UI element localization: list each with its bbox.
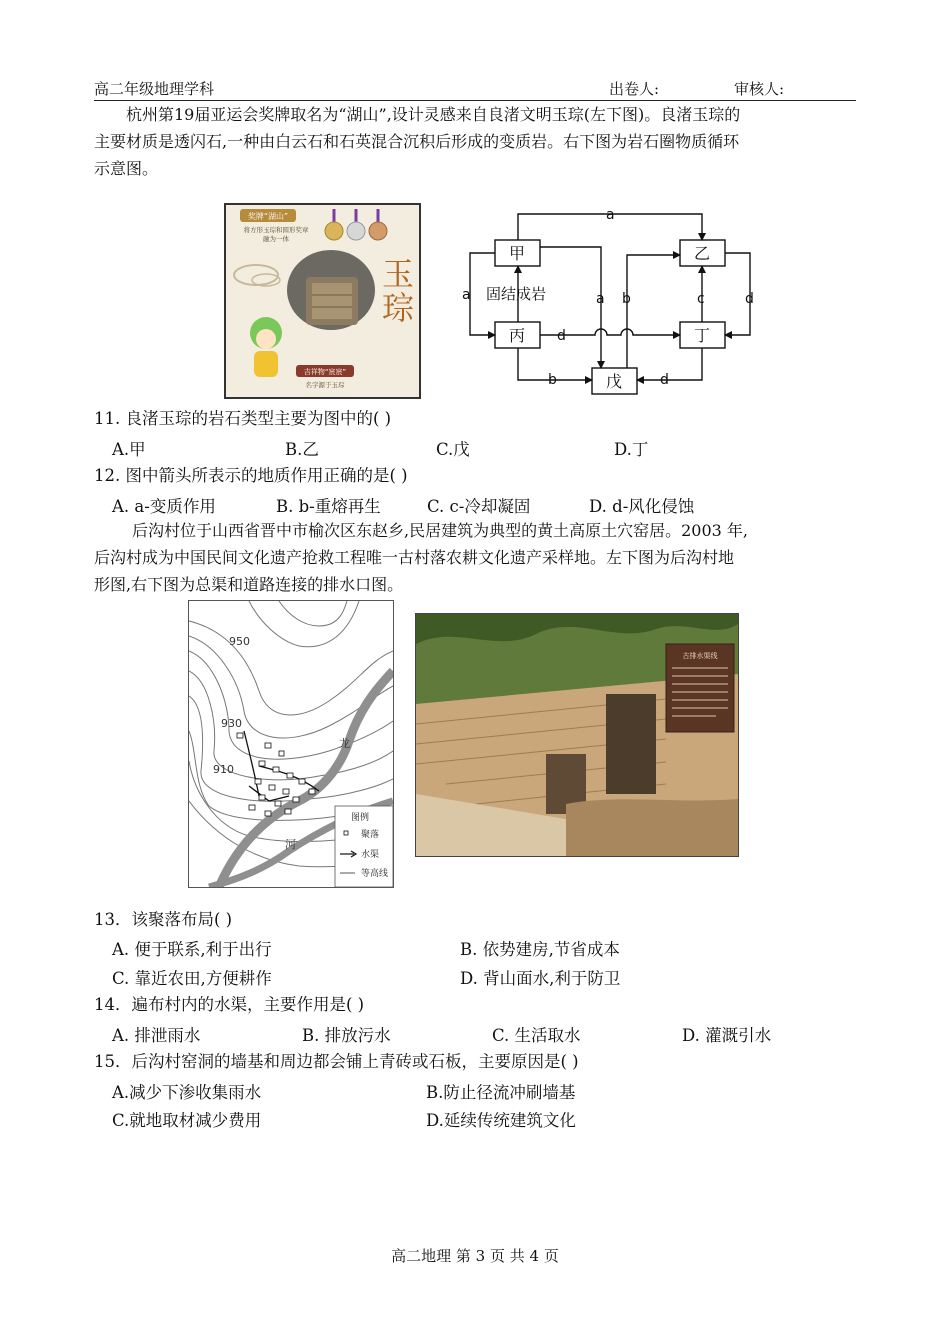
q12-option-a[interactable]: A. a-变质作用 [112,497,216,516]
legend-canal: 水渠 [361,850,380,860]
contour-label-930: 930 [221,717,242,730]
intro2-line: 后沟村成为中国民间文化遗产抢救工程唯一古村落农耕文化遗产采样地。左下图为后沟村地 [94,548,735,567]
q15-option-b[interactable]: B.防止径流冲刷墙基 [426,1083,576,1102]
label-a-left: a [462,287,471,303]
label-d-bottom: d [660,372,669,388]
page-header [94,78,856,101]
topo-svg [189,601,393,887]
label-d-right: d [745,291,754,307]
question-11-stem: 11. 良渚玉琮的岩石类型主要为图中的( ) [94,409,392,428]
label-b-mid: b [622,291,631,307]
q13-option-d[interactable]: D. 背山面水,利于防卫 [460,969,621,988]
contour-label-910: 910 [213,763,234,776]
big-char-1: 玉 [381,255,415,293]
q11-option-a[interactable]: A.甲 [112,440,146,459]
drainage-outlet-photo [415,613,739,857]
medal-desc-2: 融为一体 [263,235,289,243]
node-yi: 乙 [693,244,711,263]
node-ding: 丁 [693,326,711,345]
contour-label-950: 950 [229,635,250,648]
legend-contour: 等高线 [361,869,389,879]
node-bing: 丙 [508,326,526,345]
intro-paragraph-1 [94,101,864,182]
q15-option-a[interactable]: A.减少下渗收集雨水 [112,1083,262,1102]
intro2-line: 形图,右下图为总渠和道路连接的排水口图。 [94,575,404,594]
medal-image [224,203,421,399]
label-d-mid: d [557,328,566,344]
medal-title: 奖牌“湖山” [247,212,289,221]
q14-option-a[interactable]: A. 排泄雨水 [112,1026,201,1045]
q13-option-b[interactable]: B. 依势建房,节省成本 [460,940,620,959]
q12-option-d[interactable]: D. d-风化侵蚀 [589,497,695,516]
q14-option-b[interactable]: B. 排放污水 [302,1026,391,1045]
question-15-stem: 15．后沟村窑洞的墙基和周边都会铺上青砖或石板，主要原因是( ) [94,1052,579,1071]
reviewer-label: 审核人: [734,80,785,98]
q14-option-c[interactable]: C. 生活取水 [492,1026,581,1045]
q12-option-b[interactable]: B. b-重熔再生 [276,497,381,516]
label-a-mid: a [596,291,605,307]
intro1-line: 示意图。 [94,159,159,178]
mascot-label: 吉祥物“宸宸” [303,368,347,376]
big-char-2: 琮 [381,289,415,327]
label-b-bottom: b [548,372,557,388]
question-12-stem: 12. 图中箭头所表示的地质作用正确的是( ) [94,466,408,485]
river-label-he: 河 [285,838,296,851]
medal-desc-1: 将方形玉琮和圆形奖章 [243,226,309,234]
page-footer: 高二地理 第 3 页 共 4 页 [391,1247,559,1265]
q13-option-a[interactable]: A. 便于联系,利于出行 [112,940,272,959]
mascot-desc: 名字源于玉琮 [305,381,345,389]
q14-option-d[interactable]: D. 灌溉引水 [682,1026,772,1045]
author-label: 出卷人: [609,80,660,98]
photo-svg [416,614,738,856]
q15-option-d[interactable]: D.延续传统建筑文化 [426,1111,576,1130]
legend-settlement: 聚落 [361,830,380,840]
rock-cycle-svg [458,202,758,398]
intro1-line: 杭州第19届亚运会奖牌取名为“湖山”,设计灵感来自良渚文明玉琮(左下图)。良渚玉琮的 [126,105,741,124]
subject-label: 高二年级地理学科 [94,80,215,98]
intro-paragraph-2 [94,517,864,598]
q15-option-c[interactable]: C.就地取材减少费用 [112,1111,262,1130]
q11-option-c[interactable]: C.戊 [436,440,470,459]
question-13-stem: 13．该聚落布局( ) [94,910,233,929]
label-c: c [697,291,705,307]
legend-title: 图例 [351,813,370,823]
label-guji: 固结成岩 [486,285,547,303]
intro2-line: 后沟村位于山西省晋中市榆次区东赵乡,民居建筑为典型的黄土高原土穴窑居。2003 年, [132,521,748,540]
node-jia: 甲 [508,244,526,263]
rock-cycle-diagram [458,202,758,398]
sign-title: 古排水渠线 [682,652,718,660]
river-label-long: 龙 [339,737,350,750]
node-wu: 戊 [605,372,623,391]
topographic-map [188,600,394,888]
q12-option-c[interactable]: C. c-冷却凝固 [427,497,531,516]
medal-illustration [226,205,419,397]
q13-option-c[interactable]: C. 靠近农田,方便耕作 [112,969,272,988]
intro1-line: 主要材质是透闪石,一种由白云石和石英混合沉积后形成的变质岩。右下图为岩石圈物质循环 [94,132,740,151]
q11-option-d[interactable]: D.丁 [614,440,649,459]
question-14-stem: 14．遍布村内的水渠，主要作用是( ) [94,995,365,1014]
label-a-top: a [606,207,615,223]
q11-option-b[interactable]: B.乙 [285,440,319,459]
